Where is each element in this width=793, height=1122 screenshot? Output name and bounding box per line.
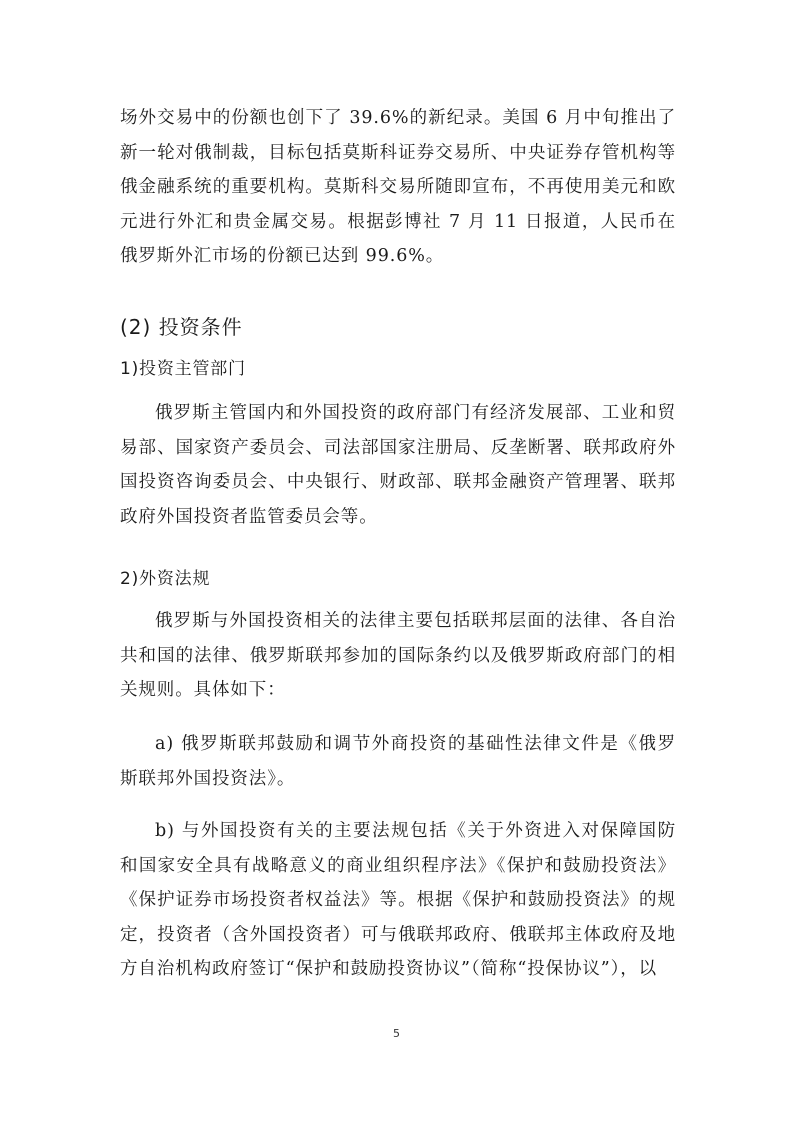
subheading-foreign-investment-laws: 2)外资法规 (120, 569, 211, 589)
list-item-a: a) 俄罗斯联邦鼓励和调节外商投资的基础性法律文件是《俄罗斯联邦外国投资法》。 (120, 734, 676, 789)
section-heading-investment-conditions: (2) 投资条件 (120, 315, 243, 339)
paragraph-investment-authorities: 俄罗斯主管国内和外国投资的政府部门有经济发展部、工业和贸易部、国家资产委员会、司法部国家注册局、反垄断署、联邦政府外国投资咨询委员会、中央银行、财政部、联邦金融资产管理署、联邦政府外国投资者监管委员会等。 (120, 403, 676, 527)
paragraph-continuation: 场外交易中的份额也创下了 39.6%的新纪录。美国 6 月中旬推出了新一轮对俄制裁，目标包括莫斯科证券交易所、中央证券存管机构等俄金融系统的重要机构。莫斯科交易所随即宣布，不再使用美元和欧元进行外汇和贵金属交易。根据彭博社 7 月 11 日报道，人民币在俄罗斯外汇市场的份额已达到 99.6%。 (120, 108, 676, 266)
subheading-investment-authorities: 1)投资主管部门 (120, 359, 246, 379)
paragraph-laws-intro: 俄罗斯与外国投资相关的法律主要包括联邦层面的法律、各自治共和国的法律、俄罗斯联邦参加的国际条约以及俄罗斯政府部门的相关规则。具体如下： (120, 611, 676, 700)
page-number: 5 (393, 1027, 400, 1040)
list-item-b: b) 与外国投资有关的主要法规包括《关于外资进入对保障国防和国家安全具有战略意义的商业组织程序法》《保护和鼓励投资法》《保护证券市场投资者权益法》等。根据《保护和鼓励投资法》的规定，投资者（含外国投资者）可与俄联邦政府、俄联邦主体政府及地方自治机构政府签订“保护和鼓励投资协议”（简称“投保协议”），以 (120, 821, 676, 979)
